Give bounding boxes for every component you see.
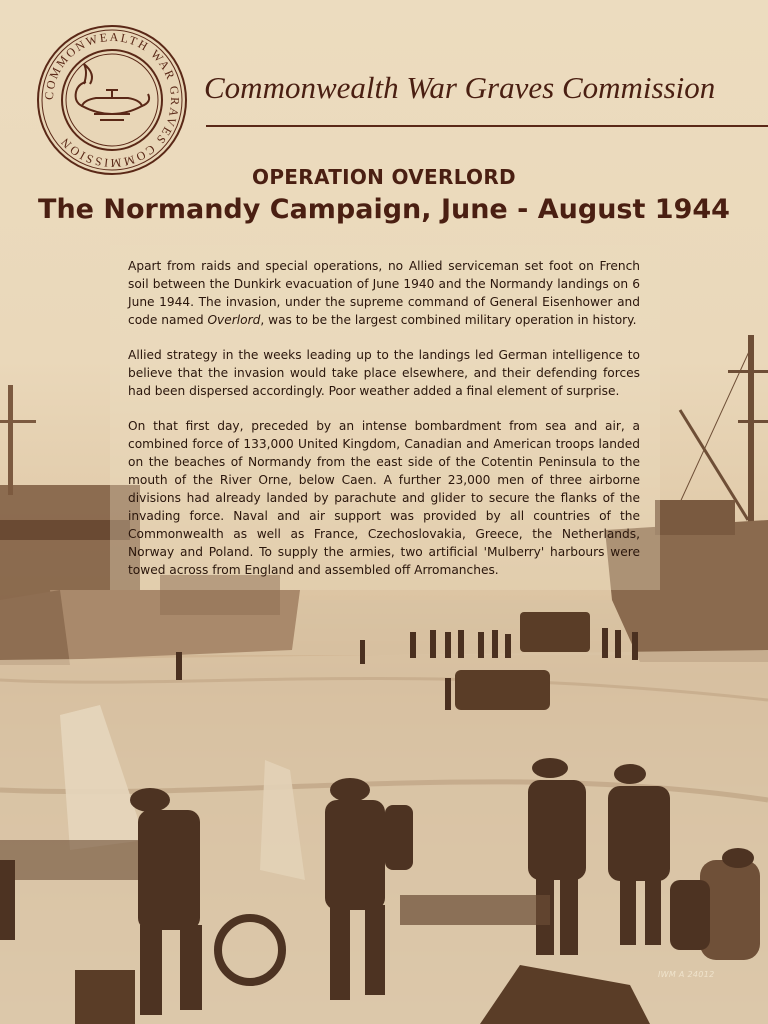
paragraph-3: On that first day, preceded by an intense bombardment from sea and air, a combined force of 133,000 United Kingdom, Canadian and American troops landed on the beaches of Normandy from the east side of the Cotentin Peninsula to the mouth of the River Orne, below Caen. A further 23,000 men of three airborne divisions had already landed by parachute and glider to secure the flanks of the invading force. Naval and air support was provided by all countries of the Commonwealth as well as France, Czechoslovakia, Greece, the Netherlands, Norway and Poland. To supply the armies, two artificial 'Mulberry' harbours were towed across from England and assembled off Arromanches. [128,419,640,577]
organization-name: Commonwealth War Graves Commission [204,70,716,105]
paragraph-1-text: Apart from raids and special operations, no Allied serviceman set foot on French soil between the Dunkirk evacuation of June 1940 and the Normandy landings on 6 June 1944. The invasion, under the supreme command of General Eisenhower and code named [128,259,640,327]
paragraph-1-end: , was to be the largest combined military operation in history. [260,313,637,327]
svg-text:COMMONWEALTH WAR GRAVES COMMIS: COMMONWEALTH WAR GRAVES COMMISSION [41,29,183,171]
body-text [128,257,640,596]
photo-credit: IWM A 24012 [658,970,715,979]
operation-title: OPERATION OVERLORD [252,165,516,189]
cwgc-seal-icon [30,22,194,178]
campaign-title: The Normandy Campaign, June - August 1944 [38,194,730,225]
paragraph-1 [128,257,640,329]
header-divider [206,125,768,127]
paragraph-2: Allied strategy in the weeks leading up to the landings led German intelligence to believe that the invasion would take place elsewhere, and their defending forces had been dispersed accordingly. Poor weather added a final element of surprise. [128,348,640,398]
operation-codename: Overlord [207,313,261,327]
